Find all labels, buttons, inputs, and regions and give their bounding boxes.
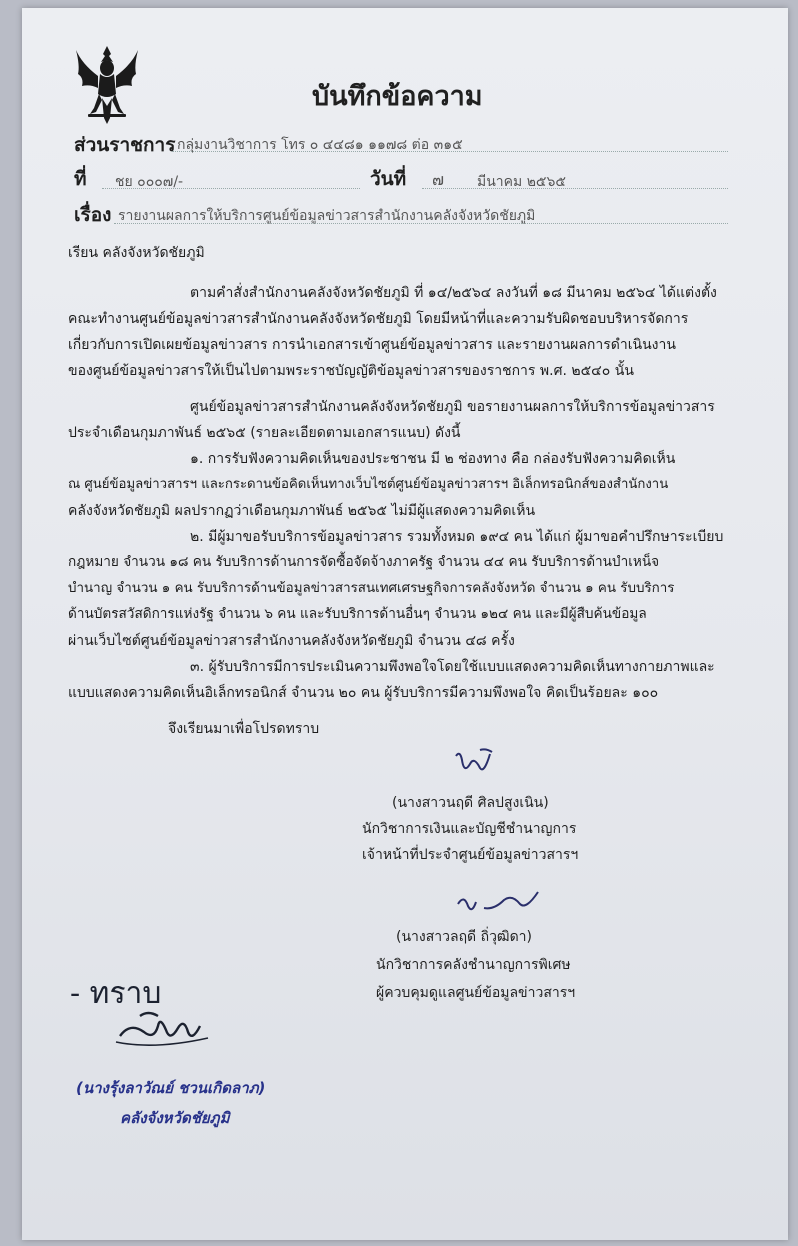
signature-2 [454,884,544,918]
date-day: ๗ [432,170,445,189]
approval-note: - ทราบ [70,976,162,1011]
body-line: คณะทำงานศูนย์ข้อมูลข่าวสารสำนักงานคลังจังหวัดชัยภูมิ โดยมีหน้าที่และความรับผิดชอบบริหารจัดการ [68,311,689,327]
body-line: ศูนย์ข้อมูลข่าวสารสำนักงานคลังจังหวัดชัยภูมิ ขอรายงานผลการให้บริการข้อมูลข่าวสาร [190,399,715,415]
garuda-emblem-icon [72,44,142,128]
approver-name: (นางรุ้งลาวัณย์ ชวนเกิดลาภ) [76,1079,266,1097]
signer2-name: (นางสาวลฤดี ถิ่วุฒิดา) [396,929,532,945]
body-line: ผ่านเว็บไซต์ศูนย์ข้อมูลข่าวสารสำนักงานคลังจังหวัดชัยภูมิ จำนวน ๔๘ ครั้ง [68,633,515,649]
body-line: ด้านบัตรสวัสดิการแห่งรัฐ จำนวน ๖ คน และรับบริการด้านอื่นๆ จำนวน ๑๒๔ คน และมีผู้สืบค้นข้อมูล [68,606,647,622]
memo-title: บันทึกข้อความ [312,81,483,112]
body-line: บำนาญ จำนวน ๑ คน รับบริการด้านข้อมูลข่าวสารสนเทศเศรษฐกิจการคลังจังหวัด จำนวน ๑ คน รับบริการ [68,581,675,596]
agency-label: ส่วนราชการ [74,134,176,156]
date-month-year: มีนาคม ๒๕๖๕ [477,174,567,190]
agency-value: กลุ่มงานวิชาการ โทร ๐ ๔๔๘๑ ๑๑๗๘ ต่อ ๓๑๕ [177,137,463,153]
approver-position: คลังจังหวัดชัยภูมิ [120,1109,230,1127]
subject-value: รายงานผลการให้บริการศูนย์ข้อมูลข่าวสารสำนักงานคลังจังหวัดชัยภูมิ [118,208,536,224]
date-dotted-line [422,188,728,189]
body-line: ๑. การรับฟังความคิดเห็นของประชาชน มี ๒ ช่องทาง คือ กล่องรับฟังความคิดเห็น [190,451,676,467]
date-label: วันที่ [370,168,407,190]
ref-label: ที่ [74,168,87,190]
ref-dotted-line [102,188,360,189]
body-line: เกี่ยวกับการเปิดเผยข้อมูลข่าวสาร การนำเอกสารเข้าศูนย์ข้อมูลข่าวสาร และรายงานผลการดำเนินงาน [68,337,676,353]
signature-1 [450,746,510,782]
salutation: เรียน คลังจังหวัดชัยภูมิ [68,245,205,261]
signer1-name: (นางสาวนฤดี ศิลปสูงเนิน) [392,795,549,811]
body-line: กฎหมาย จำนวน ๑๘ คน รับบริการด้านการจัดซื้อจัดจ้างภาครัฐ จำนวน ๔๔ คน รับบริการด้านบำเหน็จ [68,554,660,570]
body-line: ตามคำสั่งสำนักงานคลังจังหวัดชัยภูมิ ที่ ๑๔/๒๕๖๔ ลงวันที่ ๑๘ มีนาคม ๒๕๖๔ ได้แต่งตั้ง [190,285,717,301]
signer1-position1: นักวิชาการเงินและบัญชีชำนาญการ [362,821,577,837]
body-line: แบบแสดงความคิดเห็นอิเล็กทรอนิกส์ จำนวน ๒๐ คน ผู้รับบริการมีความพึงพอใจ คิดเป็นร้อยละ ๑๐๐ [68,685,659,701]
body-line: ๒. มีผู้มาขอรับบริการข้อมูลข่าวสาร รวมทั้งหมด ๑๙๔ คน ได้แก่ ผู้มาขอคำปรึกษาระเบียบ [190,529,724,545]
body-line: ของศูนย์ข้อมูลข่าวสารให้เป็นไปตามพระราชบัญญัติข้อมูลข่าวสารของราชการ พ.ศ. ๒๕๔๐ นั้น [68,363,634,379]
body-line: ๓. ผู้รับบริการมีการประเมินความพึงพอใจโดยใช้แบบแสดงความคิดเห็นทางกายภาพและ [190,659,715,675]
signer1-position2: เจ้าหน้าที่ประจำศูนย์ข้อมูลข่าวสารฯ [362,847,579,863]
agency-dotted-line [172,151,728,152]
closing: จึงเรียนมาเพื่อโปรดทราบ [168,721,320,737]
subject-dotted-line [114,223,728,224]
signer2-position2: ผู้ควบคุมดูแลศูนย์ข้อมูลข่าวสารฯ [376,985,576,1001]
memo-document [22,8,788,1240]
body-line: คลังจังหวัดชัยภูมิ ผลปรากฏว่าเดือนกุมภาพันธ์ ๒๕๖๕ ไม่มีผู้แสดงความคิดเห็น [68,503,536,519]
body-line: ประจำเดือนกุมภาพันธ์ ๒๕๖๕ (รายละเอียดตามเอกสารแนบ) ดังนี้ [68,425,461,441]
body-line: ณ ศูนย์ข้อมูลข่าวสารฯ และกระดานข้อคิดเห็นทางเว็บไซต์ศูนย์ข้อมูลข่าวสารฯ อิเล็กทรอนิกส์ของสำนักงาน [68,477,669,492]
subject-label: เรื่อง [74,204,112,226]
ref-value: ชย ๐๐๐๗/- [115,174,184,190]
signer2-position1: นักวิชาการคลังชำนาญการพิเศษ [376,957,571,973]
approver-signature [114,1008,214,1052]
